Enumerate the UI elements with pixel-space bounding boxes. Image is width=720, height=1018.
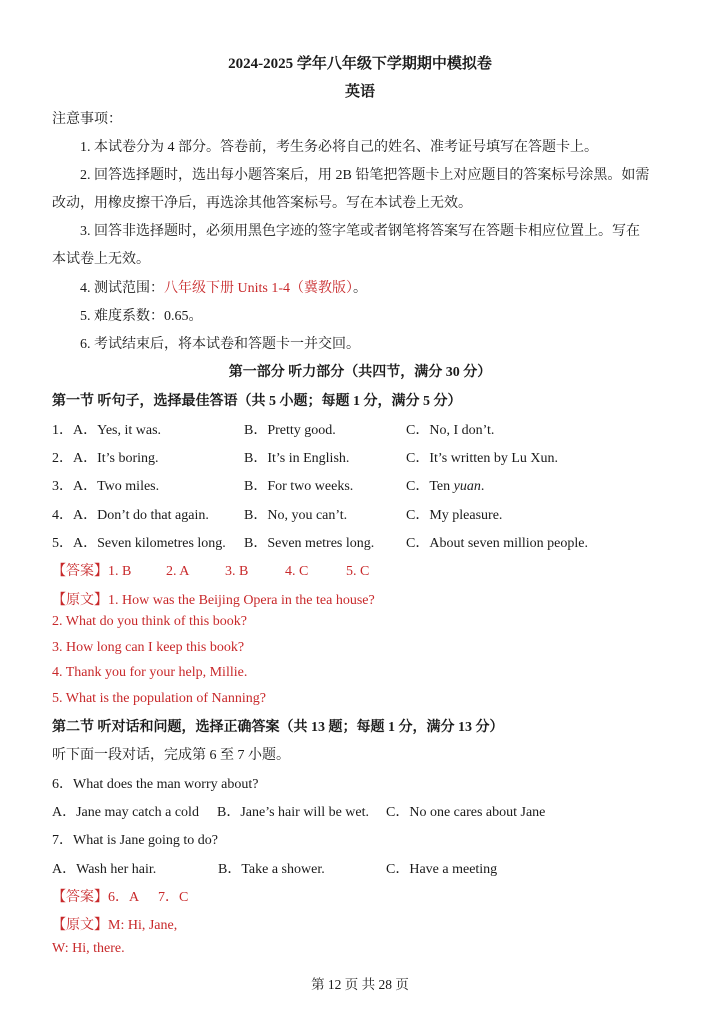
answer-label: 【答案】 — [52, 564, 108, 579]
option-a: 2．A．It’s boring. — [52, 451, 159, 466]
option-a: 5．A．Seven kilometres long. — [52, 536, 226, 551]
script-text: M: Hi, Jane, — [108, 918, 178, 933]
option-b: B．Take a shower. — [218, 862, 325, 877]
option-c-suffix: . — [480, 479, 485, 494]
subject-title: 英语 — [344, 84, 375, 100]
answer-item: 5. C — [346, 564, 370, 579]
script-text: 1. How was the Beijing Opera in the tea house? — [108, 593, 375, 608]
question-row — [52, 475, 692, 495]
answer-item: 4. C — [285, 564, 309, 579]
option-c: C．No one cares about Jane — [386, 805, 546, 820]
script-label: 【原文】 — [52, 593, 108, 608]
notice-item-3-line-2: 本试卷上无效。 — [52, 252, 150, 267]
script-line: 4. Thank you for your help, Millie. — [52, 665, 248, 680]
notice-item-6: 6. 考试结束后，将本试卷和答题卡一并交回。 — [80, 337, 360, 352]
answer-label: 【答案】 — [52, 890, 108, 905]
part1-heading: 第一部分 听力部分（共四节，满分 30 分） — [228, 365, 492, 380]
notice-heading: 注意事项： — [52, 112, 122, 127]
option-b: B．Seven metres long. — [244, 536, 375, 551]
notice-item-1: 1. 本试卷分为 4 部分。答卷前，考生务必将自己的姓名、准考证号填写在答题卡上。 — [80, 140, 598, 155]
question-row — [52, 504, 692, 524]
notice-item-2-line-1: 2. 回答选择题时，选出每小题答案后，用 2B 铅笔把答题卡上对应题目的答案标号涂黑。如需 — [80, 168, 650, 183]
question-7-options — [52, 858, 692, 878]
notice-item-5: 5. 难度系数：0.65。 — [80, 309, 203, 324]
option-c-prefix: C．Ten — [406, 479, 454, 494]
option-c: C．About seven million people. — [406, 536, 588, 551]
option-c: C．Have a meeting — [386, 862, 498, 877]
question-6-options — [52, 801, 692, 821]
option-b: B．For two weeks. — [244, 479, 354, 494]
question-7: 7．What is Jane going to do? — [52, 833, 219, 848]
option-c: C．No, I don’t. — [406, 423, 495, 438]
notice-item-2-line-2: 改动，用橡皮擦干净后，再选涂其他答案标号。写在本试卷上无效。 — [52, 196, 472, 211]
page-number: 第 12 页 共 28 页 — [311, 977, 409, 992]
script-line: 5. What is the population of Nanning? — [52, 691, 266, 706]
question-row — [52, 419, 692, 439]
answer-item: 7．C — [158, 890, 189, 905]
answer-line — [52, 886, 188, 906]
option-c-italic: yuan — [453, 479, 481, 494]
answer-item: 3. B — [225, 564, 249, 579]
option-b: B．Jane’s hair will be wet. — [217, 805, 370, 820]
section2-instruction: 听下面一段对话，完成第 6 至 7 小题。 — [52, 748, 290, 763]
section1-heading: 第一节 听句子，选择最佳答语（共 5 小题；每题 1 分，满分 5 分） — [52, 394, 462, 409]
test-scope: 八年级下册 Units 1-4（冀教版） — [164, 281, 353, 296]
script-line — [52, 589, 375, 609]
option-a: 3．A．Two miles. — [52, 479, 160, 494]
option-a: 4．A．Don’t do that again. — [52, 508, 209, 523]
option-b: B．It’s in English. — [244, 451, 350, 466]
script-label: 【原文】 — [52, 918, 108, 933]
page-title: 2024-2025 学年八年级下学期期中模拟卷 — [228, 56, 492, 72]
notice-item-4-prefix: 4. 测试范围： — [80, 281, 164, 296]
option-a: 1．A．Yes, it was. — [52, 423, 162, 438]
option-a: A．Jane may catch a cold — [52, 805, 199, 820]
answer-line — [52, 560, 369, 580]
notice-item-4-suffix: 。 — [353, 281, 367, 296]
notice-item-4 — [80, 277, 367, 297]
section2-heading: 第二节 听对话和问题，选择正确答案（共 13 题；每题 1 分，满分 13 分） — [52, 720, 504, 735]
option-b: B．Pretty good. — [244, 423, 336, 438]
question-row — [52, 447, 692, 467]
script-line: 2. What do you think of this book? — [52, 614, 247, 629]
question-6: 6．What does the man worry about? — [52, 777, 259, 792]
option-a: A．Wash her hair. — [52, 862, 157, 877]
answer-item: 6．A — [108, 890, 140, 905]
question-row — [52, 532, 692, 552]
script-line: 3. How long can I keep this book? — [52, 640, 245, 655]
notice-item-3-line-1: 3. 回答非选择题时，必须用黑色字迹的签字笔或者钢笔将答案写在答题卡相应位置上。写在 — [80, 224, 640, 239]
script-line — [52, 914, 177, 934]
option-c: C．My pleasure. — [406, 508, 503, 523]
answer-item: 2. A — [166, 564, 190, 579]
answer-item: 1. B — [108, 564, 132, 579]
option-c: C．It’s written by Lu Xun. — [406, 451, 559, 466]
option-c — [406, 475, 484, 495]
script-line: W: Hi, there. — [52, 941, 125, 956]
option-b: B．No, you can’t. — [244, 508, 348, 523]
